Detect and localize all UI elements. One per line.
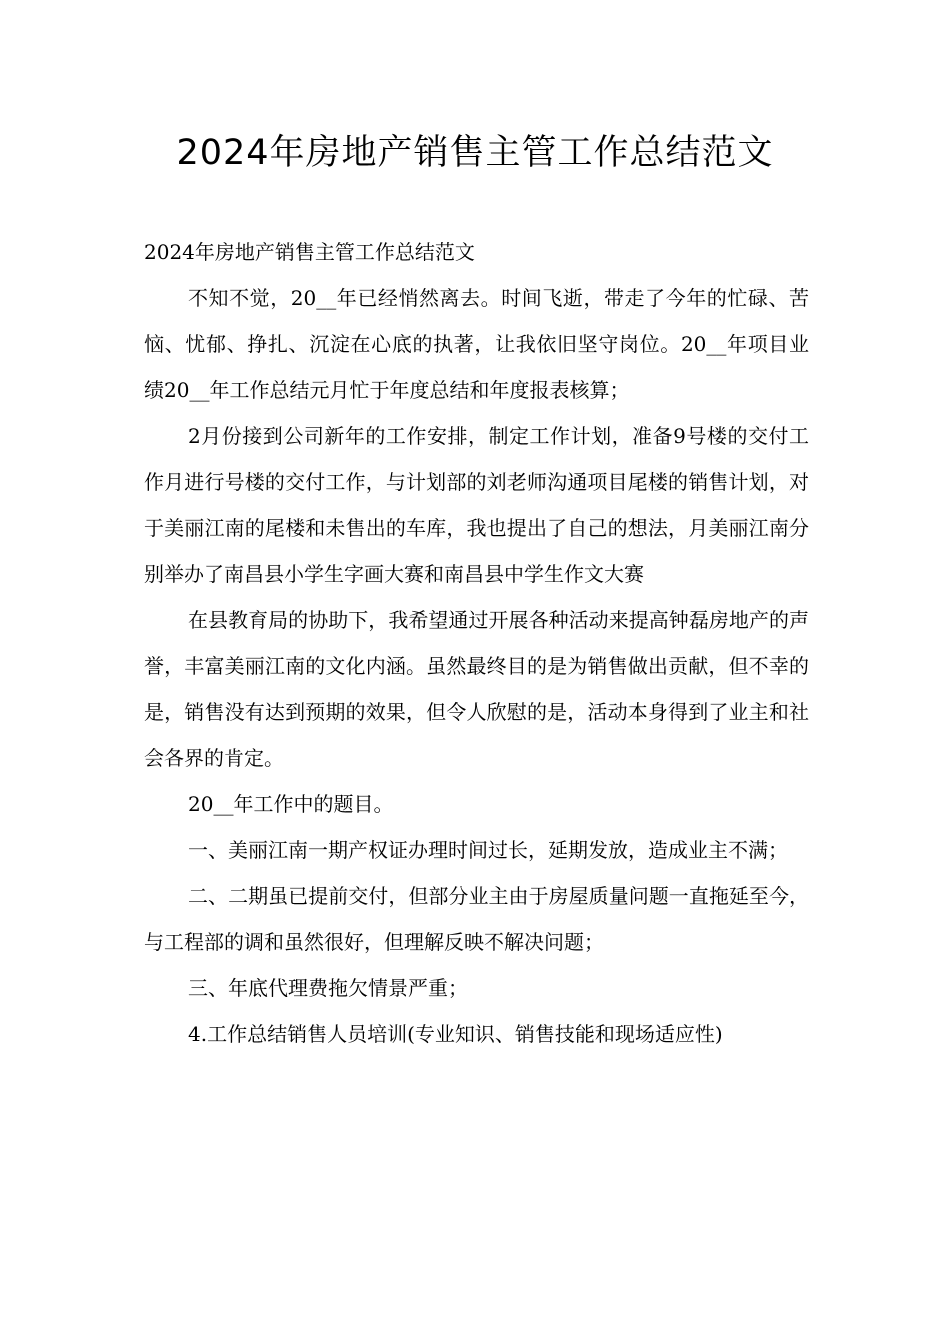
document-body <box>144 229 809 1057</box>
paragraph-issue-1: 一、美丽江南一期产权证办理时间过长，延期发放，造成业主不满； <box>188 838 788 862</box>
paragraph-february-plan: 2月份接到公司新年的工作安排，制定工作计划，准备9号楼的交付工作月进行号楼的交付工作，与计划部的刘老师沟通项目尾楼的销售计划，对于美丽江南的尾楼和未售出的车库，我也提出了自己的想法，月美丽江南分别举办了南昌县小学生字画大赛和南昌县中学生作文大赛 <box>144 424 809 586</box>
paragraph-issues-heading: 20__年工作中的题目。 <box>188 792 394 816</box>
paragraph-issue-2: 二、二期虽已提前交付，但部分业主由于房屋质量问题一直拖延至今，与工程部的调和虽然很好，但理解反映不解决问题； <box>144 884 809 954</box>
document-title: 2024年房地产销售主管工作总结范文 <box>176 133 774 173</box>
paragraph-subtitle: 2024年房地产销售主管工作总结范文 <box>144 240 475 264</box>
paragraph-issue-4: 4.工作总结销售人员培训(专业知识、销售技能和现场适应性) <box>188 1022 723 1046</box>
paragraph-activities: 在县教育局的协助下，我希望通过开展各种活动来提高钟磊房地产的声誉，丰富美丽江南的文化内涵。虽然最终目的是为销售做出贡献，但不幸的是，销售没有达到预期的效果，但令人欣慰的是，活动本身得到了业主和社会各界的肯定。 <box>144 608 809 770</box>
paragraph-issue-3: 三、年底代理费拖欠情景严重； <box>188 976 468 1000</box>
paragraph-intro: 不知不觉，20__年已经悄然离去。时间飞逝，带走了今年的忙碌、苦恼、忧郁、挣扎、沉淀在心底的执著，让我依旧坚守岗位。20__年项目业绩20__年工作总结元月忙于年度总结和年度报表核算； <box>144 286 809 402</box>
